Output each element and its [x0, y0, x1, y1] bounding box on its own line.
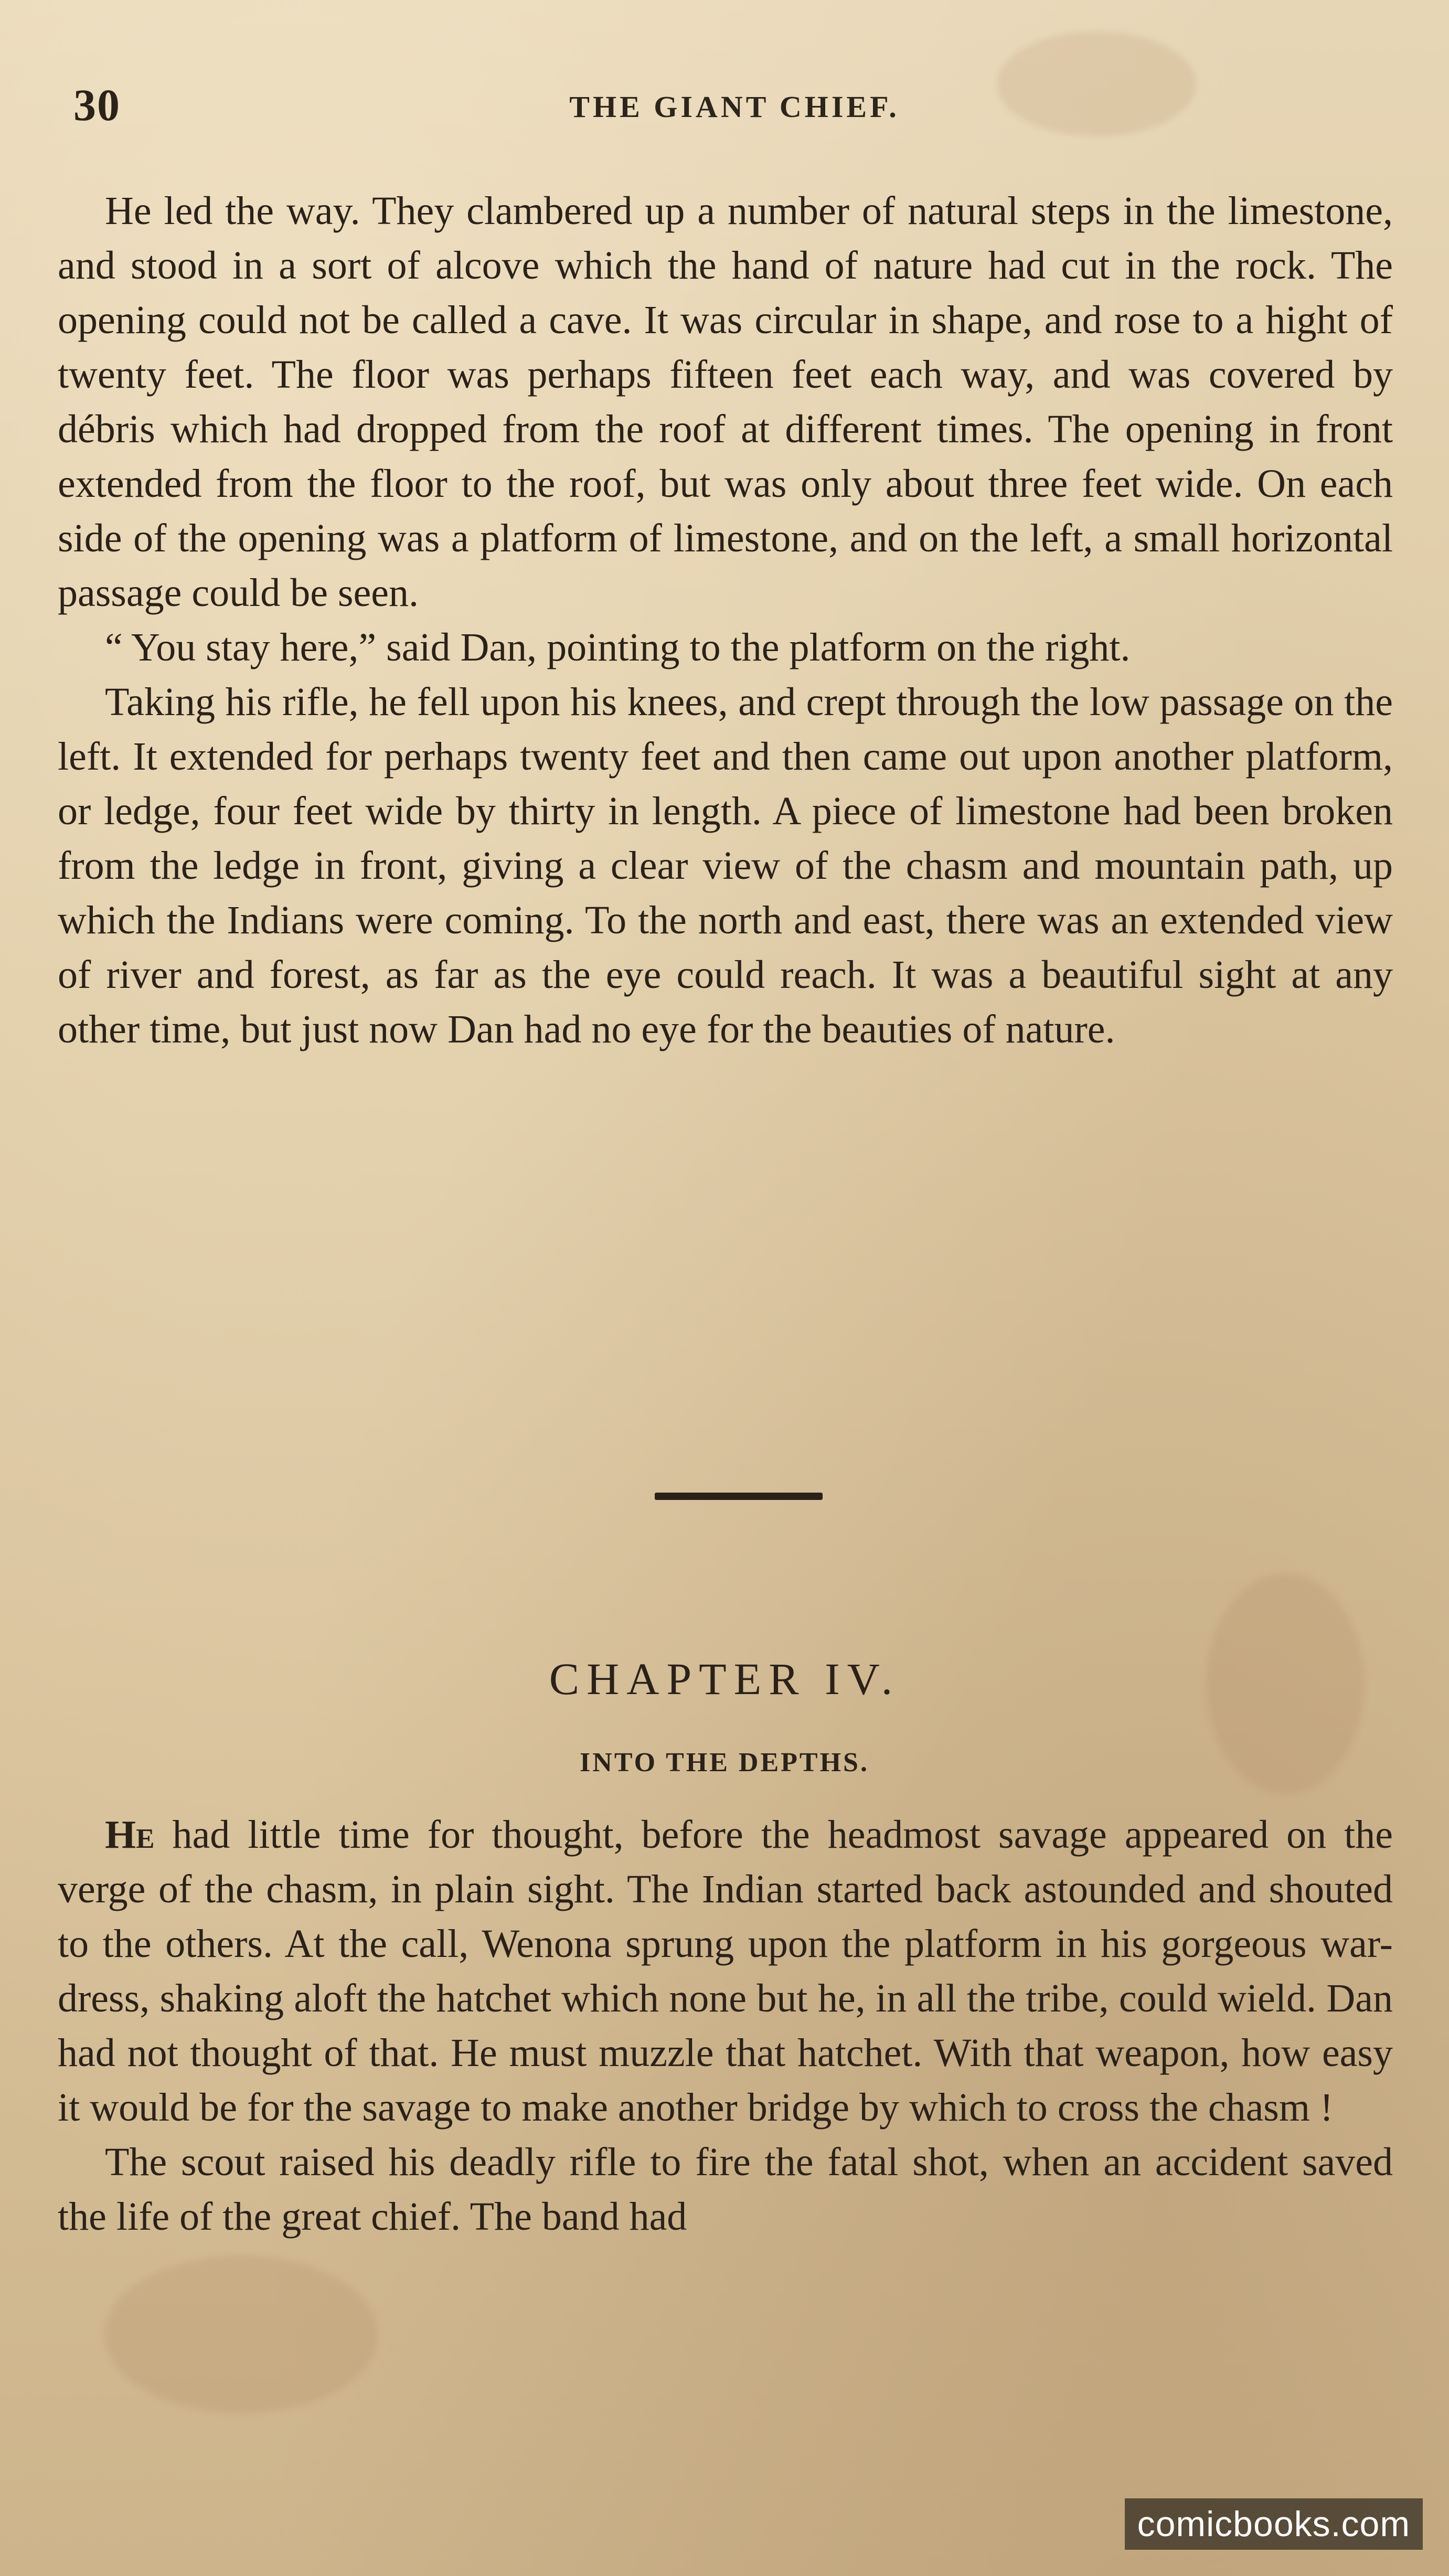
drop-word: He [105, 1813, 155, 1857]
watermark: comicbooks.com [1125, 2498, 1423, 2550]
paragraph [58, 1807, 1393, 2135]
section-divider [655, 1493, 823, 1500]
paragraph: Taking his rifle, he fell upon his knees, and crept through the low passage on the left. It extended for perhaps twenty feet and then came out upon another platform, or ledge, four feet wide by thirty in length. A piece of limestone had been broken from the ledge in front, giving a clear view of the chasm and mountain path, up which the Indians were coming. To the north and east, there was an extended view of river and forest, as far as the eye could reach. It was a beautiful sight at any other time, but just now Dan had no eye for the beauties of nature. [58, 680, 1393, 1051]
paragraph: He led the way. They clambered up a number of natural steps in the limestone, and stood in a sort of alcove which the hand of nature had cut in the rock. The opening could not be called a cave. It was circular in shape, and rose to a hight of twenty feet. The floor was perhaps fifteen feet each way, and was covered by débris which had dropped from the roof at different times. The opening in front extended from the floor to the roof, but was only about three feet wide. On each side of the opening was a platform of limestone, and on the left, a small horizontal passage could be seen. [58, 189, 1393, 615]
paragraph: The scout raised his deadly rifle to fire the fatal shot, when an accident saved the life of the great chief. The band had [58, 2140, 1393, 2239]
paragraph-text: had little time for thought, before the headmost savage appeared on the verge of the chasm, in plain sight. The Indian started back astounded and shouted to the others. At the call, Wenona sprung upon the platform in his gorgeous war-dress, shaking aloft the hatchet which none but he, in all the tribe, could wield. Dan had not thought of that. He must muzzle that hatchet. With that weapon, how easy it would be for the savage to make another bridge by which to cross the chasm ! [58, 1813, 1393, 2130]
paragraph: “ You stay here,” said Dan, pointing to the platform on the right. [105, 625, 1131, 669]
running-head: THE GIANT CHIEF. [569, 90, 900, 124]
chapter-subtitle: INTO THE DEPTHS. [580, 1748, 869, 1777]
body-text-after-chapter [58, 1807, 1393, 2244]
page-number: 30 [73, 80, 121, 130]
page-header [73, 79, 1395, 136]
paper-stain [105, 2256, 378, 2413]
chapter-title: CHAPTER IV. [549, 1654, 900, 1704]
body-text-before-chapter [58, 184, 1393, 1057]
